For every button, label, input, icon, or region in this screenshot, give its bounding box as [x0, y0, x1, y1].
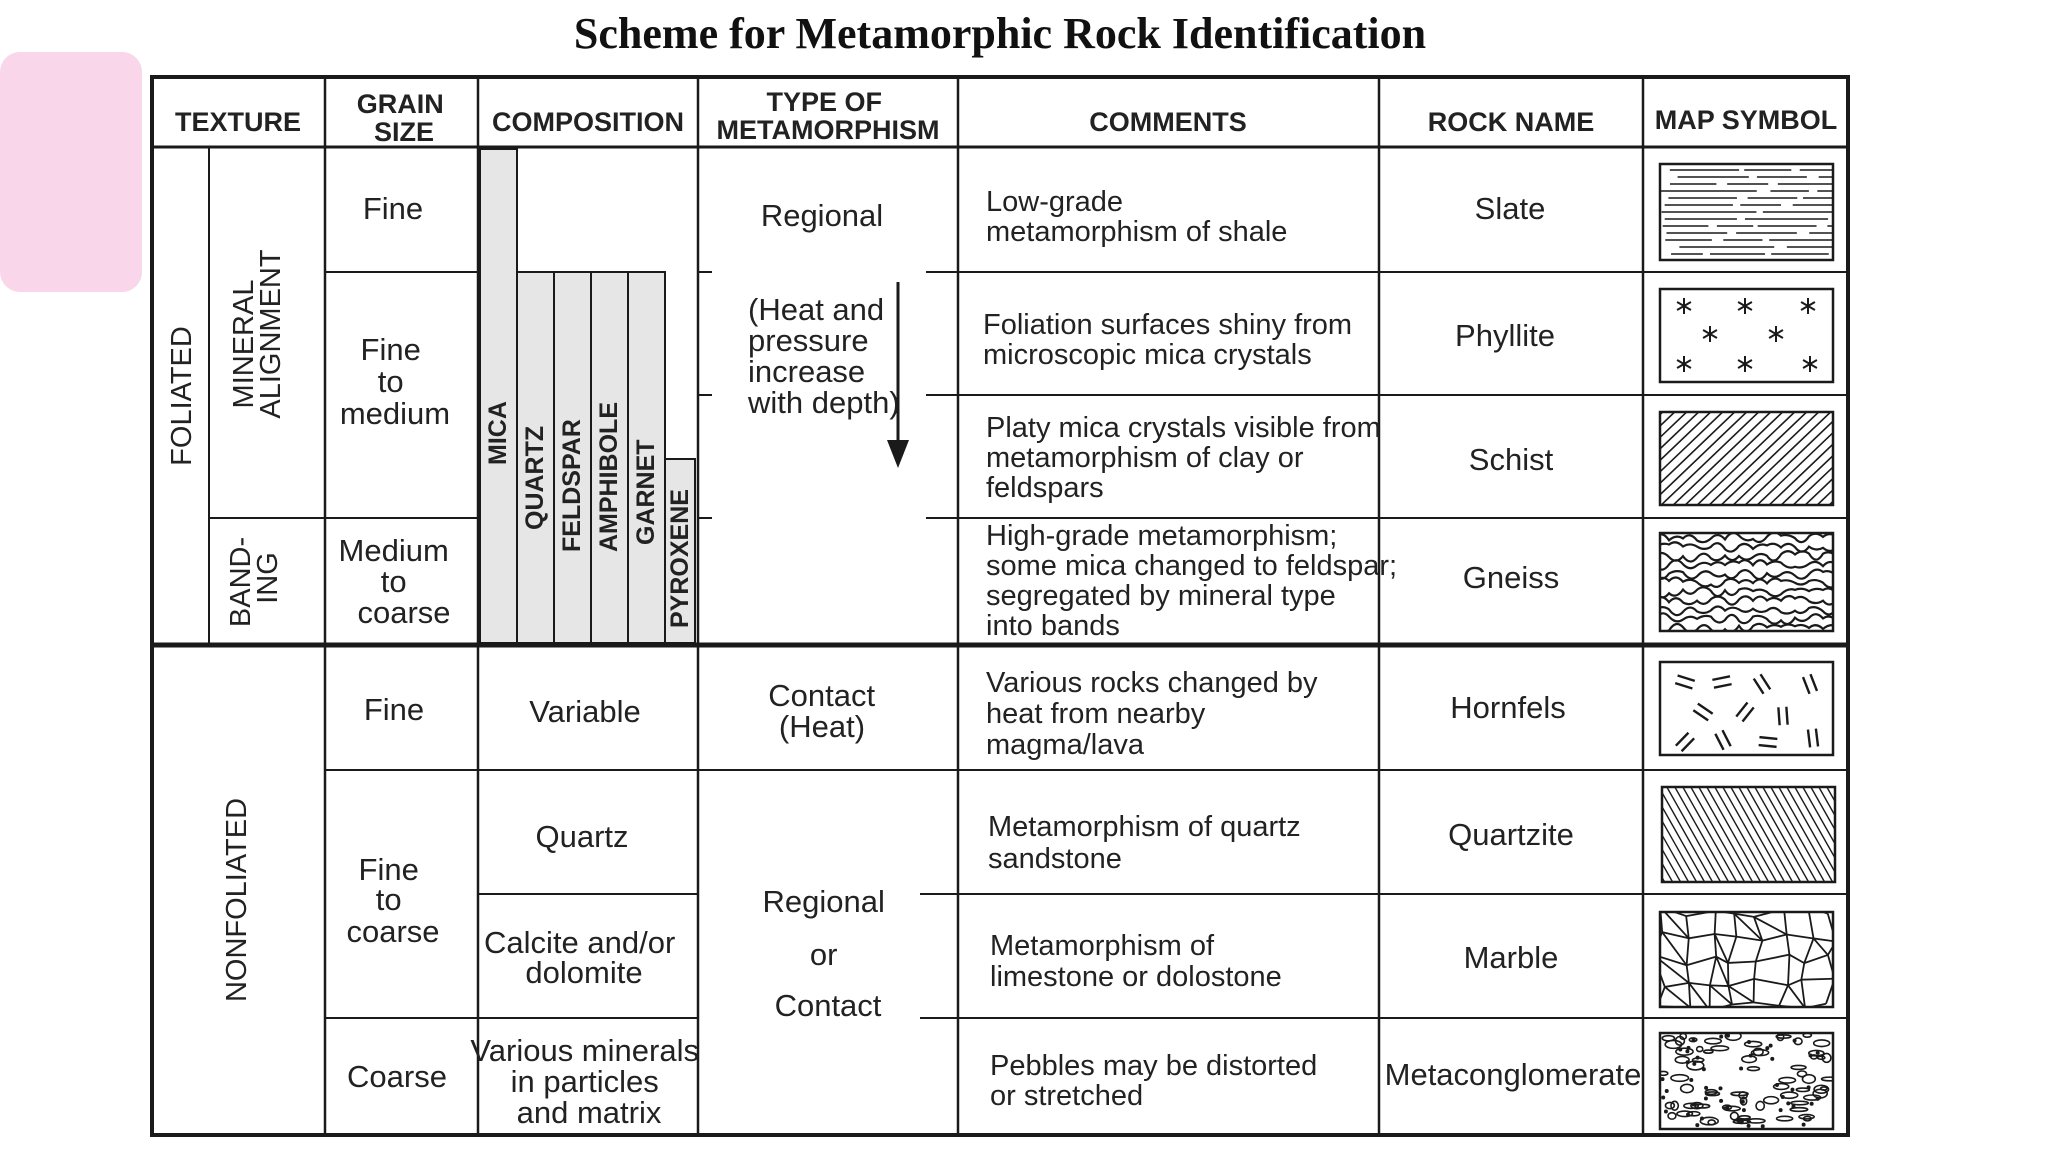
comment-marble: Metamorphism of limestone or dolostone — [990, 930, 1282, 993]
composition-marble: Calcite and/or dolomite — [484, 925, 676, 990]
grain-hornfels: Fine — [363, 692, 425, 727]
metamorphism-regional: Regional — [760, 198, 884, 233]
comment-schist: Platy mica crystals visible from metamorphism of clay or feldspars — [986, 412, 1381, 504]
metamorphism-regional-or-contact: Regional or Contact — [762, 884, 885, 1023]
header-rock-name: ROCK NAME — [1427, 107, 1595, 137]
texture-banding-line1: BAND- — [225, 536, 257, 628]
rock-name-phyllite: Phyllite — [1455, 318, 1555, 353]
mineral-label-amphibole: AMPHIBOLE — [595, 402, 623, 552]
grain-phyllite-schist: Fine to medium — [339, 332, 451, 431]
grain-slate: Fine — [362, 191, 424, 226]
rock-name-schist: Schist — [1468, 442, 1554, 477]
composition-quartzite: Quartz — [535, 819, 629, 854]
header-texture: TEXTURE — [174, 107, 302, 137]
metamorphism-type — [747, 198, 909, 1023]
composition-metaconglomerate: Various minerals in particles and matrix — [470, 1033, 699, 1130]
map-symbol-slate — [1660, 164, 1914, 260]
texture-foliated: FOLIATED — [166, 326, 198, 466]
rock-name-column — [1385, 191, 1642, 1092]
texture-mineral-alignment-line1: MINERAL — [228, 279, 260, 409]
comment-slate: Low-grade metamorphism of shale — [986, 186, 1288, 248]
grain-quartzite-marble: Fine to coarse — [346, 852, 440, 949]
grain-gneiss: Medium to coarse — [338, 533, 451, 630]
mineral-label-garnet: GARNET — [632, 439, 660, 545]
rock-name-gneiss: Gneiss — [1462, 560, 1560, 595]
composition-labels — [470, 694, 707, 1130]
pink-accent-block — [0, 52, 142, 292]
mica-bar — [480, 149, 517, 643]
grain-metaconglomerate: Coarse — [347, 1059, 447, 1094]
comment-metaconglomerate: Pebbles may be distorted or stretched — [990, 1050, 1318, 1112]
texture-mineral-alignment-line2: ALIGNMENT — [255, 249, 287, 419]
header-map-symbol: MAP SYMBOL — [1654, 105, 1838, 135]
rock-name-marble: Marble — [1463, 940, 1559, 975]
map-symbol-phyllite — [1660, 289, 1833, 382]
table-header — [175, 87, 1837, 147]
map-symbol-hornfels — [1660, 662, 1833, 755]
header-comments: COMMENTS — [1089, 107, 1247, 137]
header-grain-size: GRAIN SIZE — [356, 89, 444, 147]
header-type-of-metamorphism: TYPE OF METAMORPHISM — [716, 87, 940, 145]
comment-gneiss: High-grade metamorphism; some mica changed to feldspar; segregated by mineral type into bands — [986, 520, 1398, 642]
map-symbol-marble — [1653, 907, 1836, 1010]
comment-phyllite: Foliation surfaces shiny from microscopic mica crystals — [983, 309, 1353, 371]
metamorphism-note: (Heat and pressure increase with depth) — [748, 292, 900, 420]
rock-name-slate: Slate — [1474, 191, 1546, 226]
page-title: Scheme for Metamorphic Rock Identification — [573, 9, 1427, 58]
texture-banding-line2: ING — [252, 552, 284, 604]
comment-quartzite: Metamorphism of quartz sandstone — [988, 811, 1301, 875]
mineral-label-mica: MICA — [484, 401, 512, 465]
texture-labels — [166, 249, 287, 1002]
rock-name-hornfels: Hornfels — [1450, 690, 1566, 725]
comment-hornfels: Various rocks changed by heat from nearby magma/lava — [986, 667, 1318, 761]
mineral-bars — [480, 149, 695, 643]
composition-hornfels: Variable — [529, 694, 641, 729]
map-symbol-gneiss — [1655, 533, 1851, 633]
mineral-label-pyroxene: PYROXENE — [666, 489, 694, 628]
texture-nonfoliated: NONFOLIATED — [221, 797, 253, 1003]
map-symbol-metaconglomerate — [1659, 1032, 1839, 1129]
map-symbol-quartzite — [1600, 782, 1932, 888]
rock-name-quartzite: Quartzite — [1448, 817, 1574, 852]
metamorphism-contact: Contact (Heat) — [768, 678, 876, 744]
mineral-label-feldspar: FELDSPAR — [558, 419, 586, 552]
rock-name-metaconglomerate: Metaconglomerate — [1384, 1057, 1642, 1092]
header-composition: COMPOSITION — [491, 107, 685, 137]
map-symbol-schist — [1560, 405, 1958, 510]
comments-column — [983, 186, 1405, 1112]
mineral-label-quartz: QUARTZ — [521, 425, 549, 530]
